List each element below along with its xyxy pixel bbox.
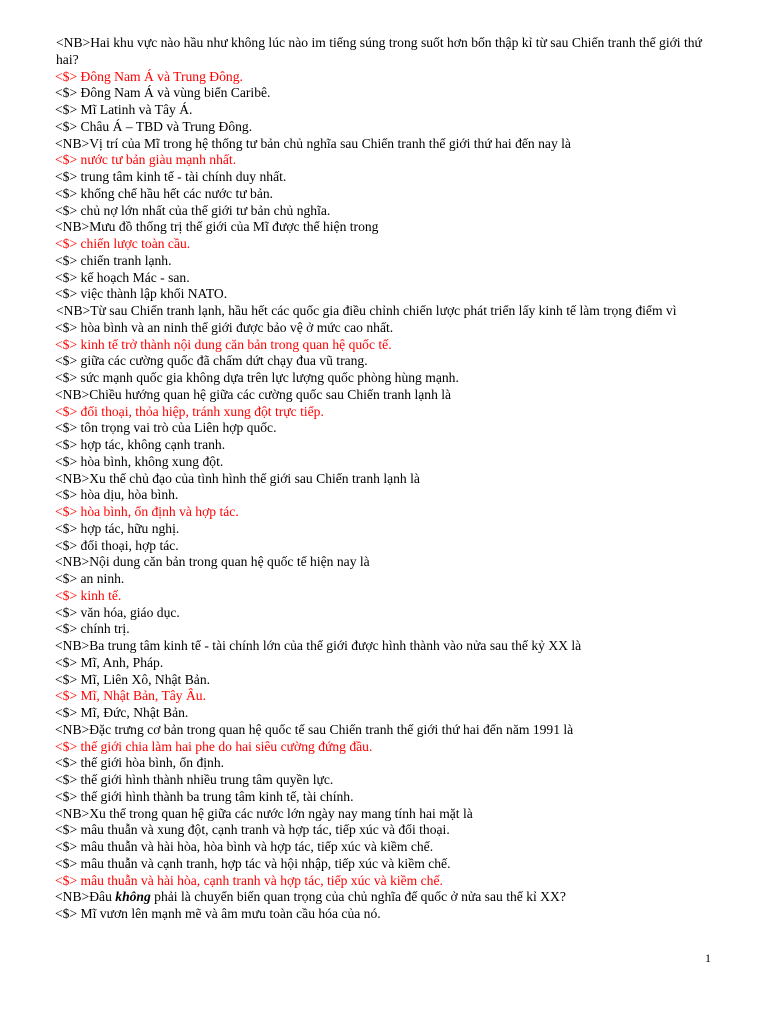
page-number: 1: [705, 951, 711, 965]
question-line: <NB>Chiều hướng quan hệ giữa các cường quốc sau Chiến tranh lạnh là: [55, 386, 452, 402]
answer-option-line: <$> hợp tác, hữu nghị.: [55, 520, 180, 536]
correct-answer-line: <$> mâu thuẫn và hài hòa, cạnh tranh và hợp tác, tiếp xúc và kiềm chế.: [55, 872, 443, 888]
answer-option-line: <$> mâu thuẫn và xung đột, cạnh tranh và hợp tác, tiếp xúc và đối thoại.: [55, 822, 450, 838]
correct-answer-line: <$> thế giới chia làm hai phe do hai siêu cường đứng đầu.: [55, 738, 373, 754]
answer-option-line: <$> hợp tác, không cạnh tranh.: [55, 437, 226, 452]
answer-option-line: <$> chiến tranh lạnh.: [55, 252, 172, 268]
answer-option-line: <$> sức mạnh quốc gia không dựa trên lực lượng quốc phòng hùng mạnh.: [55, 370, 459, 385]
answer-option-line: <$> đối thoại, hợp tác.: [55, 537, 179, 553]
answer-option-line: <$> Châu Á – TBD và Trung Đông.: [55, 118, 253, 134]
answer-option-line: <$> mâu thuẫn và hài hòa, hòa bình và hợp tác, tiếp xúc và kiềm chế.: [55, 839, 434, 854]
answer-option-line: <$> Mĩ, Anh, Pháp.: [55, 654, 164, 670]
answer-option-line: <$> Mĩ, Đức, Nhật Bản.: [55, 705, 189, 720]
question-line: <NB>Đặc trưng cơ bản trong quan hệ quốc tế sau Chiến tranh thế giới thứ hai đến năm 1991 là: [55, 721, 574, 737]
question-line: <NB>Nội dung căn bản trong quan hệ quốc tế hiện nay là: [55, 554, 370, 570]
answer-option-line: <$> chính trị.: [55, 621, 130, 637]
question-line: <NB>Ba trung tâm kinh tế - tài chính lớn của thế giới được hình thành vào nửa sau thế kỷ XX là: [55, 638, 582, 653]
answer-option-line: <$> an ninh.: [55, 571, 125, 586]
answer-option-line: <$> hòa dịu, hòa bình.: [55, 487, 179, 503]
answer-option-line: <$> Đông Nam Á và vùng biển Caribê.: [55, 85, 271, 101]
answer-option-line: <$> Mĩ vươn lên mạnh mẽ và âm mưu toàn cầu hóa của nó.: [55, 906, 381, 921]
answer-option-line: <$> trung tâm kinh tế - tài chính duy nhất.: [55, 169, 287, 184]
correct-answer-line: <$> Đông Nam Á và Trung Đông.: [55, 68, 243, 84]
answer-option-line: <$> chủ nợ lớn nhất của thế giới tư bản chủ nghĩa.: [55, 202, 331, 218]
question-line: <NB>Mưu đồ thống trị thế giới của Mĩ được thể hiện trong: [55, 219, 379, 235]
answer-option-line: <$> việc thành lập khối NATO.: [55, 286, 228, 302]
answer-option-line: <$> văn hóa, giáo dục.: [55, 604, 180, 620]
question-line: <NB>Đâu không phải là chuyển biến quan trọng của chủ nghĩa đế quốc ở nửa sau thế kỉ XX?: [55, 889, 566, 905]
correct-answer-line: <$> kinh tế trở thành nội dung căn bản trong quan hệ quốc tế.: [55, 336, 392, 352]
answer-option-line: <$> hòa bình và an ninh thế giới được bảo vệ ở mức cao nhất.: [55, 319, 394, 335]
question-line: <NB>Vị trí của Mĩ trong hệ thống tư bản chủ nghĩa sau Chiến tranh thế giới thứ hai đến nay là: [55, 135, 571, 151]
correct-answer-line: <$> Mĩ, Nhật Bản, Tây Âu.: [55, 688, 207, 704]
answer-option-line: <$> Mĩ Latinh và Tây Á.: [55, 102, 193, 117]
answer-option-line: <$> mâu thuẫn và cạnh tranh, hợp tác và hội nhập, tiếp xúc và kiềm chế.: [55, 855, 451, 871]
emphasis-word: không: [115, 889, 151, 905]
question-line: <NB>Xu thế trong quan hệ giữa các nước lớn ngày nay mang tính hai mặt là: [55, 805, 473, 821]
correct-answer-line: <$> nước tư bản giàu mạnh nhất.: [55, 152, 237, 168]
answer-option-line: <$> thế giới hình thành ba trung tâm kinh tế, tài chính.: [55, 788, 354, 804]
correct-answer-line: <$> kinh tế.: [55, 587, 122, 603]
correct-answer-line: <$> chiến lược toàn cầu.: [55, 236, 191, 251]
question-list: [55, 35, 720, 923]
answer-option-line: <$> kế hoạch Mác - san.: [55, 269, 190, 285]
answer-option-line: <$> hòa bình, không xung đột.: [55, 453, 224, 469]
question-line: <NB>Từ sau Chiến tranh lạnh, hầu hết các quốc gia điều chỉnh chiến lược phát triển lấy kinh tế làm trọng điểm vì: [56, 303, 677, 318]
correct-answer-line: <$> đối thoại, thỏa hiệp, tránh xung đột trực tiếp.: [55, 403, 324, 419]
answer-option-line: <$> thế giới hình thành nhiều trung tâm quyền lực.: [55, 772, 334, 787]
answer-option-line: <$> Mĩ, Liên Xô, Nhật Bản.: [55, 671, 211, 687]
answer-option-line: <$> khống chế hầu hết các nước tư bản.: [55, 185, 274, 201]
question-line: <NB>Hai khu vực nào hầu như không lúc nào im tiếng súng trong suốt hơn bốn thập kỉ từ sau Chiến tranh thế giới thứ hai?: [56, 35, 702, 67]
answer-option-line: <$> thế giới hòa bình, ổn định.: [55, 755, 225, 771]
answer-option-line: <$> tôn trọng vai trò của Liên hợp quốc.: [55, 420, 277, 436]
answer-option-line: <$> giữa các cường quốc đã chấm dứt chạy đua vũ trang.: [55, 353, 368, 369]
correct-answer-line: <$> hòa bình, ổn định và hợp tác.: [55, 504, 239, 519]
question-line: <NB>Xu thế chủ đạo của tình hình thế giới sau Chiến tranh lạnh là: [55, 470, 420, 486]
